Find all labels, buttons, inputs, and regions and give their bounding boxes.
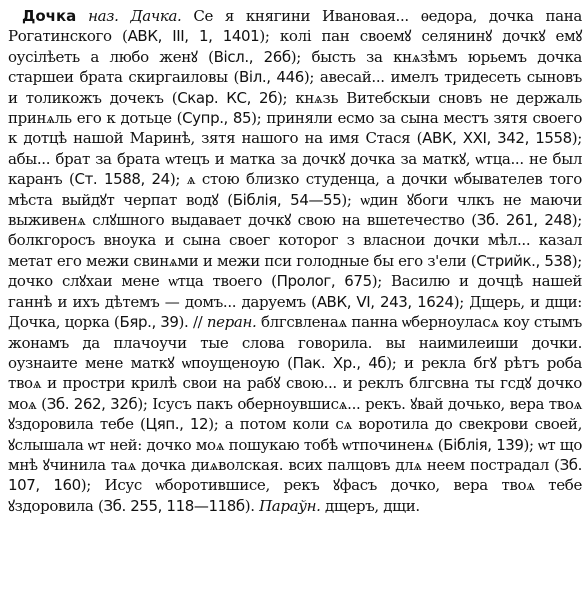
quote-text: ). // — [178, 313, 207, 332]
quote-text: ); Исус ѡборотившисе, рекъ ꙋфасъ дочко, вера твоѧ тебе ꙋздоровила ( — [8, 476, 582, 515]
source-ref: Зб. 255, 118—118б — [103, 496, 245, 515]
comparison-note: Параўн. — [259, 496, 321, 515]
source-ref: Пролог, 675 — [276, 272, 372, 291]
quote-text: ); бысть за кнѧзѣмъ юрьемъ дочка старшеи брата скиргаиловы ( — [8, 47, 582, 87]
source-ref: АВК, III, 1, 1401 — [127, 27, 260, 46]
quote-text: ). — [244, 496, 260, 515]
source-ref: Зб. 107, 160 — [8, 455, 582, 495]
quote-text: ); колі пан своемꙋ селянинꙋ дочкꙋ емꙋ оусілѣеть а любо женꙋ ( — [8, 27, 583, 66]
variant-form: Дачка. — [130, 7, 182, 25]
source-ref: Ст. 1588, 24 — [74, 170, 170, 189]
source-ref: Пак. Хр., 4б — [292, 353, 387, 372]
quote-text: ); болкгоросъ вноука и сына своег которог з власнои дочки мѣл... казал метат его межи свинѧми и межи пси голодные бы его з'ели ( — [8, 211, 582, 270]
quote-text: ); ѡдин ꙋбоги члкъ не маючи выживенѧ слꙋшного выдавает дочкꙋ свою на вшетечество ( — [8, 190, 582, 230]
figurative-note: перан. — [206, 313, 257, 332]
source-ref: Біблія, 54—55 — [232, 190, 342, 209]
quote-text: ); Ісусъ пакъ оберноувшисѧ... рекъ. ꙋвай дочько, вера твоѧ ꙋздоровила тебе ( — [8, 394, 583, 434]
quote-text: Се я княгини Ивановая... ѳедора, дочка пана Рогатинского ( — [8, 7, 582, 46]
source-ref: Віл., 446 — [239, 68, 304, 87]
quote-text: ); кнѧзь Витебскыи сновъ не держаль принѧль его к дотьце ( — [8, 88, 583, 128]
source-ref: Зб. 262, 32б — [46, 394, 138, 413]
source-ref: Скар. КС, 2б — [177, 88, 278, 107]
quote-text: ); Дщерь, и дщи: Дочка, цорка ( — [8, 292, 582, 332]
quote-text: ); Василю и дочцѣ нашей ганнѣ и ихъ дѣтемъ — домъ... даруемъ ( — [8, 272, 583, 311]
quote-text: ); ѧ стою близко студенца, а дочки ѡбывателев того мѣста выйдꙋт черпат водꙋ ( — [8, 170, 582, 209]
quote-text: ); дочко слꙋхаи мене ѡтца твоего ( — [8, 251, 582, 291]
source-ref: Вісл., 26б — [213, 47, 291, 66]
dictionary-entry — [8, 6, 582, 516]
source-ref: Бяр., 39 — [119, 313, 179, 332]
quote-text: ); и рекла бгꙋ рѣтъ роба твоѧ и простри крилѣ свои на рабꙋ свою... и реклъ блгсвна ты гсдꙋ дочко моѧ ( — [8, 353, 582, 413]
source-ref: Цяп., 12 — [145, 415, 209, 434]
headword: Дочка — [22, 7, 77, 25]
quote-text: ); приняли есмо за сына местъ зятя своего к дотцѣ нашой Маринѣ, зятя нашого на имя Стася ( — [8, 109, 582, 148]
source-ref: АВК, VI, 243, 1624 — [316, 292, 454, 311]
grammar-note: наз. — [88, 7, 119, 25]
source-ref: Зб. 261, 248 — [476, 211, 572, 230]
quote-text: ); а потом коли сѧ воротила до свекрови своей, ꙋслышала ѡт ней: дочко моѧ пошукаю тобѣ ѡтпочиненѧ ( — [8, 415, 582, 454]
quote-text: ); абы... брат за брата ѡтецъ и матка за дочкꙋ дочка за маткꙋ, ѡтца... не был каранъ ( — [8, 129, 582, 189]
source-ref: Біблія, 139 — [443, 435, 524, 454]
source-ref: Супр., 85 — [182, 109, 252, 128]
quote-text: ); авесай... имелъ тридесеть сыновъ и толикожъ дочекъ ( — [8, 68, 582, 107]
source-ref: Стрийк., 538 — [476, 251, 572, 270]
source-ref: АВК, XXI, 342, 1558 — [422, 129, 572, 148]
quote-text: блгсвленаѧ панна ѡберноуласѧ коу стымъ жонамъ да плачоучи тые слова говорила. вы наимилеиши дочки. оузнаите мене маткꙋ ѡпоущеноую ( — [8, 313, 582, 372]
quote-text: дщеръ, дщи. — [320, 496, 420, 515]
quote-text: ); ѡт що мнѣ ꙋчинила таѧ дочка диѧволская. всих палцовъ длѧ неем пострадал ( — [8, 435, 582, 474]
